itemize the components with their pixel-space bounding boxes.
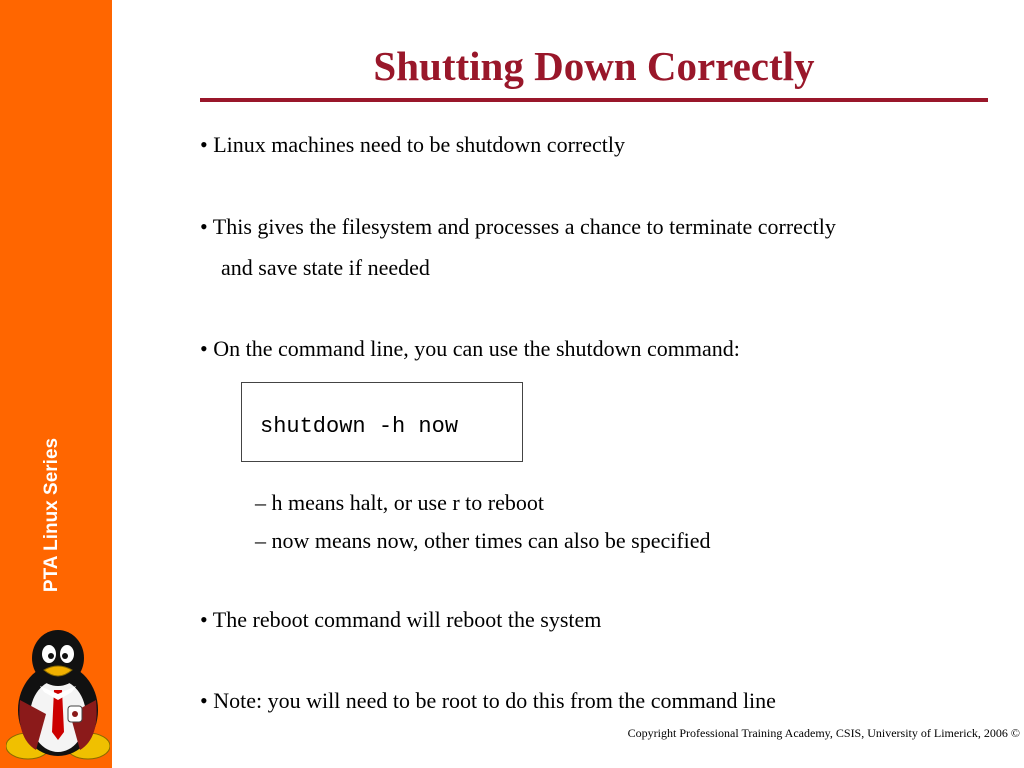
bullet-reboot: • The reboot command will reboot the system <box>200 607 602 632</box>
bullet-filesystem-continued: and save state if needed <box>221 255 430 280</box>
bullet-shutdown-correctly: • Linux machines need to be shutdown correctly <box>200 132 625 157</box>
penguin-mascot-icon <box>6 628 110 766</box>
copyright-footer: Copyright Professional Training Academy, CSIS, University of Limerick, 2006 © <box>627 726 1020 740</box>
sub-bullet-now: – now means now, other times can also be specified <box>255 528 711 553</box>
command-box <box>241 382 523 462</box>
shutdown-command: shutdown -h now <box>260 414 459 439</box>
bullet-filesystem: • This gives the filesystem and processes a chance to terminate correctly <box>200 214 836 239</box>
series-label: PTA Linux Series <box>41 437 62 593</box>
sub-bullet-halt: – h means halt, or use r to reboot <box>255 490 544 515</box>
slide-title: Shutting Down Correctly <box>373 43 815 89</box>
sidebar <box>0 0 112 768</box>
title-underline <box>200 98 988 102</box>
bullet-command-line: • On the command line, you can use the shutdown command: <box>200 336 740 361</box>
bullet-root-note: • Note: you will need to be root to do this from the command line <box>200 688 776 713</box>
